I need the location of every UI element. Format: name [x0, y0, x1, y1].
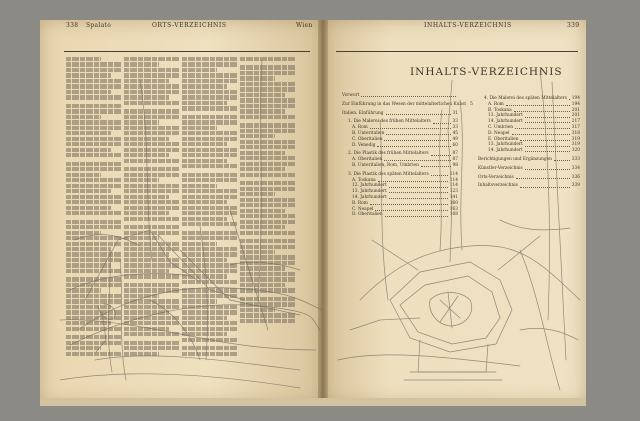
- toc-entry-page: 217: [571, 119, 580, 125]
- toc-entry-page: 194: [571, 101, 580, 107]
- toc-entry-title: C. Neapel: [352, 206, 374, 212]
- toc-entry-title: Inhaltsverzeichnis: [478, 183, 518, 189]
- toc-entry-title: 14. Jahrhundert: [352, 194, 387, 200]
- left-header-place-start: Spalato: [86, 22, 112, 29]
- toc-entry-page: 194: [571, 96, 580, 101]
- toc-entry-page: 114: [449, 183, 458, 189]
- toc-entry-page: 160: [449, 200, 458, 206]
- toc-entry-page: 141: [449, 194, 458, 200]
- toc-entry-title: 14. Jahrhundert: [488, 148, 523, 154]
- toc-entry-title: Orts-Verzeichnis: [478, 174, 514, 180]
- toc-entry-page: 318: [571, 130, 580, 136]
- toc-entry-page: 33: [452, 125, 458, 131]
- left-page-number: 338: [66, 22, 79, 29]
- toc-entry-title: C. Umbrien: [488, 124, 514, 130]
- toc-entry-page: 114: [449, 177, 458, 183]
- toc-entry-title: D. Venedig: [352, 142, 376, 148]
- toc-entry-title: A. Rom: [488, 101, 504, 107]
- toc-entry-page: 45: [452, 130, 458, 136]
- toc-entry-title: Vorwort: [342, 93, 360, 98]
- toc-entry-page: 201: [571, 113, 580, 119]
- toc-entry-title: 14. Jahrhundert: [488, 119, 523, 125]
- right-header-title: INHALTS-VERZEICHNIS: [424, 22, 512, 29]
- toc-entry-title: 13. Jahrhundert: [488, 142, 523, 148]
- toc-entry-title: A. Oberitalien: [352, 157, 383, 163]
- left-header-title: ORTS-VERZEICHNIS: [152, 22, 227, 29]
- toc-entry-title: E. Oberitalien: [488, 136, 519, 142]
- toc-entry-title: C. Oberitalien: [352, 136, 383, 142]
- right-page-number: 339: [567, 22, 580, 29]
- toc-entry-page: 334: [571, 165, 580, 171]
- toc-entry-title: B. Unteritalien: [352, 130, 385, 136]
- toc-entry-page: 319: [571, 136, 580, 142]
- toc-entry-title: 3. Die Plastik des späten Mittelalters: [348, 171, 429, 177]
- toc-entry-page: 319: [571, 142, 580, 148]
- toc-title: INHALTS-VERZEICHNIS: [410, 66, 563, 78]
- toc-entry-page: 201: [571, 107, 580, 113]
- toc-entry-title: A. Rom: [352, 125, 368, 131]
- toc-entry-title: D. Neapel: [488, 130, 510, 136]
- toc-entry-title: 13. Jahrhundert: [352, 189, 387, 195]
- toc-entry-page: 49: [452, 136, 458, 142]
- toc-entry-page: 317: [571, 124, 580, 130]
- toc-entry-title: B. Toskana: [488, 107, 512, 113]
- toc-entry-title: 4. Die Malerei des späten Mittelalters: [484, 96, 567, 101]
- toc-entry-page: 320: [571, 148, 580, 154]
- toc-entry-page: 33: [452, 119, 458, 125]
- toc-entry-title: Berichtigungen und Ergänzungen: [478, 156, 552, 162]
- toc-entry-title: D. Oberitalien: [352, 212, 383, 218]
- toc-entry-page: 5: [470, 101, 473, 107]
- toc-entry-title: 2. Die Plastik des frühen Mittelalters: [348, 151, 429, 157]
- toc-entry-page: 60: [452, 142, 458, 148]
- toc-entry-title: 13. Jahrhundert: [488, 113, 523, 119]
- toc-entry-title: Zur Einführung in das Wesen der mittelalterlichen Kunst: [342, 101, 467, 107]
- toc-entry-page: 31: [452, 110, 458, 116]
- toc-entry-title: Italien. Einführung: [342, 110, 384, 116]
- toc-entry-page: 98: [452, 162, 458, 168]
- toc-entry-page: 339: [571, 183, 580, 189]
- toc-entry-title: 12. Jahrhundert: [352, 183, 387, 189]
- toc-entry-title: A. Toskana: [352, 177, 376, 183]
- sketch-stroke: [78, 288, 322, 330]
- toc-entry-title: Künstler-Verzeichnis: [478, 165, 523, 171]
- toc-entry-page: 87: [452, 151, 458, 157]
- left-header-place-end: Wien: [296, 22, 313, 29]
- toc-entry-page: 333: [571, 156, 580, 162]
- toc-entry-title: B. Unteritalien, Rom, Umbrien: [352, 162, 419, 168]
- toc-entry-page: 123: [449, 189, 458, 195]
- toc-entry-title: 1. Die Malerei des frühen Mittelalters: [348, 119, 431, 125]
- toc-entry-page: 336: [571, 174, 580, 180]
- toc-entry-page: 114: [449, 171, 458, 177]
- toc-entry-page: 87: [452, 157, 458, 163]
- toc-entry-page: 168: [449, 212, 458, 218]
- toc-entry-title: B. Rom: [352, 200, 368, 206]
- toc-entry-page: 163: [449, 206, 458, 212]
